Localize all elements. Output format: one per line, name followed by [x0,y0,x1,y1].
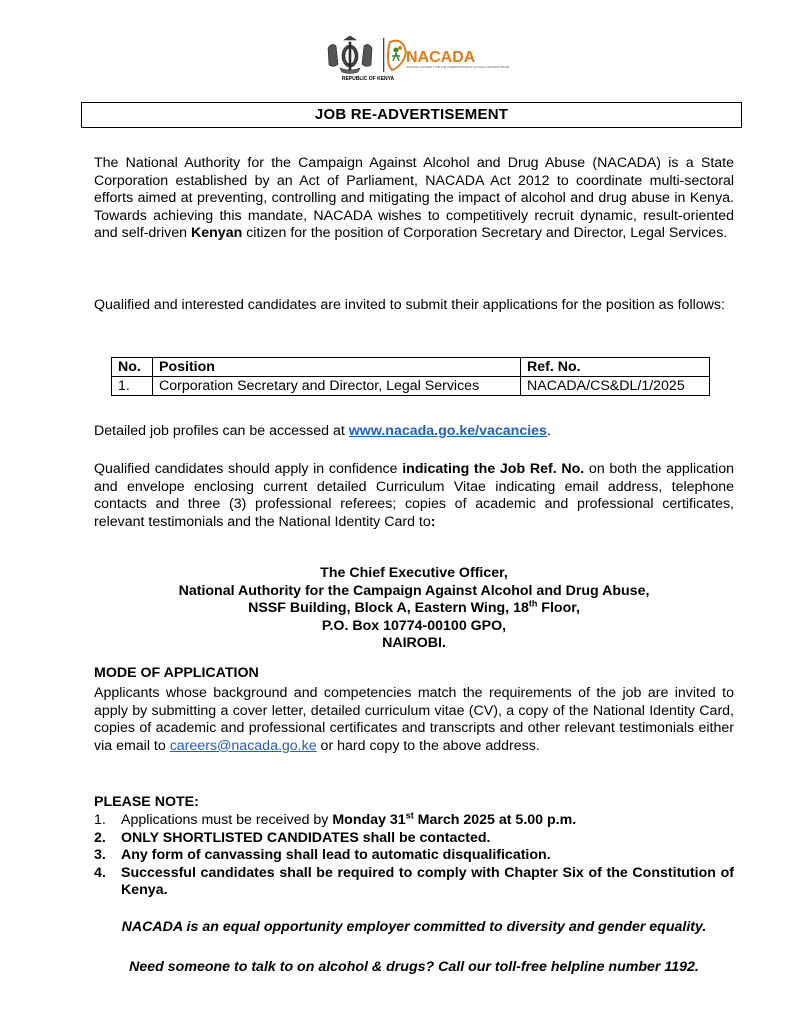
apply-text-end: on both the application and envelope enclosing current detailed Curriculum Vitae indicating email address, telephone contacts and three (3) professional referees; copies of academic and professional certificates, relevant testimonials and the National Identity Card to [94,461,734,530]
mode-text: Applicants whose background and competencies match the requirements of the job are invited to apply by submitting a cover letter, detailed curriculum vitae (CV), a copy of the National Identity Card, copies of academic and professional certificates and transcripts and other relevant testimonials either via email to [94,685,734,754]
positions-table [111,357,710,396]
apply-text: Qualified candidates should apply in confidence [94,461,403,477]
note-text: ONLY SHORTLISTED CANDIDATES shall be contacted. [121,829,491,846]
table-row [112,377,710,396]
note-text: Any form of canvassing shall lead to automatic disqualification. [121,847,551,864]
notes-list [94,812,734,900]
intro-text-end: citizen for the position of Corporation Secretary and Director, Legal Services. [242,225,728,242]
table-cell: 1. [112,377,153,396]
intro-bold-kenyan: Kenyan [191,225,243,242]
table-header-cell: Ref. No. [521,358,710,377]
list-number: 4. [94,864,106,881]
list-item [94,865,734,900]
nacada-logo-text: NACADA [406,49,476,66]
apply-colon: : [430,513,436,530]
note-text: Successful candidates shall be required to comply with Chapter Six of the Constitution of Kenya. [121,864,734,899]
coat-of-arms-caption: REPUBLIC OF KENYA [341,76,395,82]
table-header-cell: No. [112,358,153,377]
invite-paragraph: Qualified and interested candidates are invited to submit their applications for the position as follows: [94,297,725,313]
address-line3-end: Floor, [537,600,580,617]
mode-heading: MODE OF APPLICATION [94,665,259,681]
apply-bold-ref: indicating the Job Ref. No. [402,461,585,477]
profiles-text: Detailed job profiles can be accessed at [94,423,349,439]
list-item [94,830,734,848]
address-line: National Authority for the Campaign Against Alcohol and Drug Abuse, [178,582,650,599]
table-cell: NACADA/CS&DL/1/2025 [521,377,710,396]
page-title: JOB RE-ADVERTISEMENT [314,106,509,123]
mode-text-end: or hard copy to the above address. [316,737,540,754]
deadline-date: Monday 31 [332,812,406,828]
notes-heading: PLEASE NOTE: [94,794,199,810]
mode-paragraph [94,685,734,755]
list-item [94,812,734,830]
deadline-time: March 2025 at 5.00 p.m. [413,812,577,828]
intro-text: The National Authority for the Campaign Against Alcohol and Drug Abuse (NACADA) is a State Corporation established by an Act of Parliament, NACADA Act 2012 to coordinate multi-sectoral efforts aimed at preventing, controlling and mitigating the impact of alcohol and drug abuse in Kenya. Towards achieving this mandate, NACADA wishes to competitively recruit dynamic, result-oriented and self-driven [94,155,734,242]
address-line [94,600,734,618]
address-line3: NSSF Building, Block A, Eastern Wing, 18 [248,600,529,617]
header-logos [320,34,510,84]
profiles-paragraph [94,423,734,441]
intro-paragraph [94,155,734,243]
list-number: 3. [94,847,106,864]
table-header-cell: Position [153,358,521,377]
mailing-address [94,565,734,653]
profiles-end: . [546,423,551,439]
floor-superscript: th [528,598,538,609]
list-number: 1. [94,812,106,828]
table-header-row [112,358,710,377]
address-line: The Chief Executive Officer, [320,565,508,581]
apply-paragraph [94,461,734,531]
date-superscript: st [405,810,414,821]
nacada-logo-tagline: NATIONAL AUTHORITY FOR THE CAMPAIGN AGAINST ALCOHOL AND DRUG ABUSE [406,66,510,69]
note-text: Applications must be received by [121,812,333,828]
list-item [94,847,734,865]
vacancies-link[interactable]: www.nacada.go.ke/vacancies [348,423,547,439]
list-number: 2. [94,829,106,846]
careers-email-link[interactable]: careers@nacada.go.ke [169,737,317,754]
helpline-statement: Need someone to talk to on alcohol & drugs? Call our toll-free helpline number 1192. [129,959,699,975]
table-cell: Corporation Secretary and Director, Legal Services [153,377,521,396]
address-line: NAIROBI. [382,635,446,652]
address-line: P.O. Box 10774-00100 GPO, [321,617,507,634]
kenya-coat-of-arms-icon [320,34,510,84]
title-box [81,102,742,128]
equal-opportunity-statement: NACADA is an equal opportunity employer committed to diversity and gender equality. [121,919,707,935]
